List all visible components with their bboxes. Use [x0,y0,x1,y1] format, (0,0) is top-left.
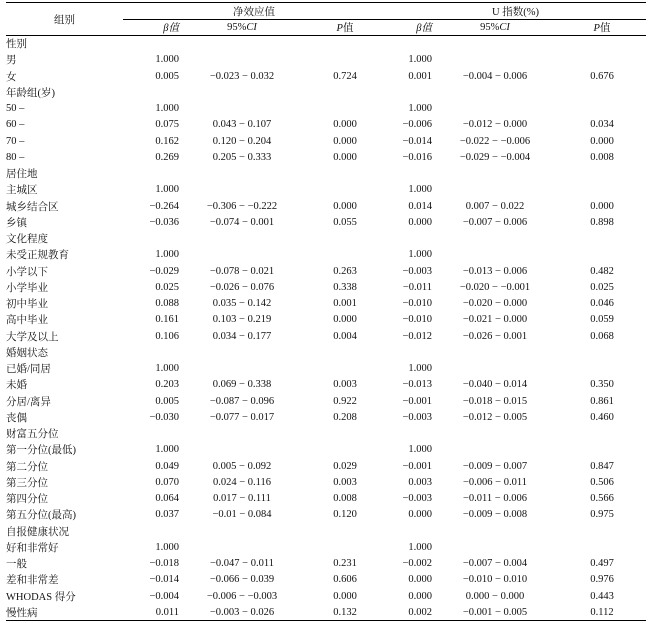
p-net-cell [305,426,385,442]
p-net-cell: 0.055 [333,216,357,228]
p-u-cell: 0.861 [590,395,614,407]
table-row [6,182,646,198]
p-u-cell [558,231,646,247]
p-u-cell [558,426,646,442]
beta-net-cell: 0.106 [155,330,179,342]
p-u-cell: 0.497 [590,558,614,570]
ci-u-cell: −0.018 − 0.015 [462,395,528,407]
beta-u-cell: 0.000 [408,216,432,228]
p-header-u: P值 [558,20,646,36]
beta-net-cell: 1.000 [155,249,179,261]
p-net-cell: 0.922 [333,395,357,407]
p-u-cell: 0.847 [590,460,614,472]
row-label: 初中毕业 [6,299,48,311]
beta-u-cell: −0.016 [402,151,432,163]
group-header: 组别 [6,3,123,36]
p-u-cell: 0.482 [590,265,614,277]
beta-u-cell [385,36,432,52]
p-u-cell [558,247,646,263]
beta-net-cell: 1.000 [155,363,179,375]
beta-net-cell: 0.005 [155,70,179,82]
p-u-cell: 0.566 [590,493,614,505]
beta-net-cell: −0.004 [149,590,179,602]
ci-net-cell [179,539,305,555]
row-label: 70 – [6,135,25,147]
beta-net-cell: −0.014 [149,574,179,586]
beta-u-cell: 1.000 [408,541,432,553]
ci-u-cell: −0.007 − 0.004 [462,558,528,570]
table-row [6,507,646,523]
table-row [6,442,646,458]
beta-u-cell: −0.014 [402,135,432,147]
row-label: 文化程度 [6,234,48,246]
beta-net-cell: 0.011 [123,604,179,620]
table-row [6,409,646,425]
row-label: 分居/离异 [6,396,51,408]
ci-u-cell [432,182,558,198]
category-row [6,426,646,442]
table-row [6,117,646,133]
ci-u-cell: −0.007 − 0.006 [462,216,528,228]
p-net-cell: 0.132 [305,604,385,620]
beta-u-cell: 1.000 [408,103,432,115]
ci-u-cell [432,101,558,117]
ci-net-cell [179,361,305,377]
ci-net-cell: 0.034 − 0.177 [212,330,272,342]
category-row [6,523,646,539]
beta-net-cell [123,166,179,182]
ci-net-cell: 0.043 − 0.107 [212,119,272,131]
ci-net-cell: 0.069 − 0.338 [212,379,272,391]
p-u-cell: 0.460 [590,411,614,423]
p-u-cell [558,182,646,198]
beta-net-cell [123,523,179,539]
beta-net-cell: 0.025 [155,281,179,293]
category-row [6,84,646,100]
beta-u-cell [385,166,432,182]
beta-net-cell: 0.075 [155,119,179,131]
ci-u-cell [432,442,558,458]
beta-u-cell: −0.006 [402,119,432,131]
beta-u-cell: −0.003 [402,493,432,505]
row-label: 财富五分位 [6,429,59,441]
ci-net-cell: 0.205 − 0.333 [212,151,272,163]
table-row [6,198,646,214]
ci-net-cell [179,36,305,52]
ci-net-cell: −0.047 − 0.011 [210,558,274,570]
ci-u-cell: −0.026 − 0.001 [462,330,528,342]
beta-u-cell: −0.012 [402,330,432,342]
category-row [6,231,646,247]
p-u-cell: 0.034 [590,119,614,131]
row-label: 60 – [6,119,25,131]
ci-u-cell: −0.013 − 0.006 [462,265,528,277]
ci-u-cell [432,84,558,100]
beta-u-cell: 0.000 [408,590,432,602]
beta-u-cell: 0.003 [408,476,432,488]
p-u-cell: 0.975 [590,509,614,521]
beta-net-cell: 0.005 [155,395,179,407]
ci-net-cell [179,84,305,100]
p-net-cell: 0.724 [333,70,357,82]
beta-u-cell: −0.001 [402,395,432,407]
ci-net-cell [179,101,305,117]
ci-net-cell: −0.006 − −0.003 [206,590,278,602]
table-row [6,458,646,474]
ci-u-cell: −0.021 − 0.000 [462,314,528,326]
p-net-cell: 0.004 [333,330,357,342]
table-row [6,247,646,263]
p-net-cell: 0.120 [333,509,357,521]
ci-net-cell: −0.01 − 0.084 [212,509,272,521]
ci-net-cell: 0.120 − 0.204 [212,135,272,147]
ci-u-cell: 0.007 − 0.022 [465,200,525,212]
p-u-cell [558,36,646,52]
table-row [6,296,646,312]
p-net-cell [305,166,385,182]
p-net-cell: 0.003 [333,476,357,488]
p-net-cell [305,231,385,247]
beta-net-cell: −0.030 [149,411,179,423]
ci-net-cell: 0.103 − 0.219 [212,314,272,326]
ci-net-cell: 0.017 − 0.111 [213,493,271,505]
ci-u-cell: 0.000 − 0.000 [465,590,525,602]
ci-net-cell: −0.066 − 0.039 [209,574,275,586]
beta-u-cell: 0.014 [408,200,432,212]
p-u-cell: 0.443 [590,590,614,602]
p-net-cell [305,344,385,360]
beta-u-cell [385,84,432,100]
beta-header-net: β值 [123,20,179,36]
ci-u-cell: −0.010 − 0.010 [462,574,528,586]
beta-u-cell: 1.000 [408,54,432,66]
beta-u-cell: 1.000 [408,363,432,375]
beta-header-u: β值 [385,20,432,36]
ci-net-cell [179,231,305,247]
beta-u-cell: −0.003 [402,411,432,423]
beta-net-cell: −0.029 [149,265,179,277]
row-label: 第二分位 [6,461,48,473]
category-row [6,166,646,182]
beta-u-cell [385,231,432,247]
row-label: WHODAS 得分 [6,591,76,603]
p-net-cell [305,36,385,52]
ci-net-cell [179,166,305,182]
p-net-cell [305,84,385,100]
p-net-cell [305,182,385,198]
table-row [6,393,646,409]
beta-net-cell: −0.018 [149,558,179,570]
ci-net-cell: −0.023 − 0.032 [209,70,275,82]
beta-u-cell: 0.002 [385,604,432,620]
beta-u-cell: 1.000 [408,249,432,261]
ci-net-cell: 0.024 − 0.116 [212,476,272,488]
row-label: 慢性病 [6,604,123,620]
table-row [6,101,646,117]
row-label: 婚姻状态 [6,347,48,359]
beta-net-cell: 1.000 [155,541,179,553]
ci-net-cell: 0.035 − 0.142 [212,298,272,310]
ci-u-cell: −0.012 − 0.005 [462,411,528,423]
p-net-cell [305,247,385,263]
regression-table [6,2,646,621]
p-net-cell: 0.000 [333,314,357,326]
p-net-cell [305,52,385,68]
beta-net-cell: 0.064 [155,493,179,505]
ci-net-cell: 0.005 − 0.092 [212,460,272,472]
row-label: 性别 [6,39,27,51]
row-label: 好和非常好 [6,542,59,554]
ci-u-cell: −0.040 − 0.014 [462,379,528,391]
ci-u-cell: −0.020 − −0.001 [459,281,531,293]
ci-header-u: 95%CI [432,20,558,36]
p-net-cell: 0.029 [333,460,357,472]
p-net-cell: 0.338 [333,281,357,293]
beta-u-cell [385,523,432,539]
beta-net-cell: 1.000 [155,184,179,196]
ci-net-cell [179,344,305,360]
ci-u-cell: −0.012 − 0.000 [462,119,528,131]
category-row [6,588,646,604]
ci-u-cell [432,52,558,68]
row-label: 小学毕业 [6,282,48,294]
row-label: 丧偶 [6,412,27,424]
row-label: 一般 [6,559,27,571]
row-label: 未婚 [6,380,27,392]
table-row [6,572,646,588]
row-label: 男 [6,55,17,67]
row-label: 自报健康状况 [6,526,69,538]
p-net-cell [305,361,385,377]
table-row [6,556,646,572]
ci-net-cell [179,247,305,263]
p-u-cell: 0.000 [590,200,614,212]
beta-u-cell: −0.010 [402,298,432,310]
beta-u-cell: 0.000 [408,509,432,521]
beta-u-cell [385,426,432,442]
ci-net-cell: −0.026 − 0.076 [209,281,275,293]
row-label: 大学及以上 [6,331,59,343]
ci-u-cell: −0.020 − 0.000 [462,298,528,310]
table-row [6,328,646,344]
table-row [6,214,646,230]
p-u-cell: 0.350 [590,379,614,391]
ci-net-cell: −0.087 − 0.096 [209,395,275,407]
p-u-cell [558,166,646,182]
ci-net-cell [179,426,305,442]
beta-u-cell: −0.011 [402,281,432,293]
row-label: 小学以下 [6,266,48,278]
beta-net-cell [123,426,179,442]
p-net-cell: 0.263 [333,265,357,277]
beta-u-cell: 1.000 [408,444,432,456]
p-u-cell: 0.068 [590,330,614,342]
p-u-cell [558,442,646,458]
ci-u-cell [432,36,558,52]
p-net-cell: 0.000 [333,151,357,163]
table-row [6,474,646,490]
category-row [6,344,646,360]
p-u-cell: 0.025 [590,281,614,293]
ci-u-cell: −0.004 − 0.006 [462,70,528,82]
p-net-cell [305,523,385,539]
row-label: 乡镇 [6,217,27,229]
ci-u-cell: −0.022 − −0.006 [459,135,531,147]
ci-u-cell [432,539,558,555]
p-net-cell: 0.231 [333,558,357,570]
p-u-cell: 0.008 [590,151,614,163]
beta-net-cell: 0.203 [155,379,179,391]
ci-net-cell: −0.078 − 0.021 [209,265,275,277]
ci-net-cell [179,523,305,539]
beta-net-cell [123,84,179,100]
ci-u-cell: −0.011 − 0.006 [463,493,527,505]
beta-net-cell: −0.036 [149,216,179,228]
p-u-cell: 0.506 [590,476,614,488]
beta-net-cell: 0.070 [155,476,179,488]
ci-u-cell: −0.009 − 0.007 [462,460,528,472]
p-u-cell [558,539,646,555]
ci-net-cell [179,442,305,458]
p-u-cell [558,101,646,117]
row-label: 居住地 [6,169,38,181]
p-net-cell: 0.000 [333,200,357,212]
ci-u-cell [432,426,558,442]
beta-net-cell: 0.269 [155,151,179,163]
row-label: 城乡结合区 [6,201,59,213]
p-u-cell [558,361,646,377]
beta-net-cell: 0.161 [155,314,179,326]
beta-u-cell: −0.002 [402,558,432,570]
p-net-cell: 0.001 [333,298,357,310]
table-row [6,361,646,377]
beta-u-cell: −0.013 [402,379,432,391]
p-net-cell: 0.000 [333,119,357,131]
p-net-cell [305,442,385,458]
ci-u-cell: −0.009 − 0.008 [462,509,528,521]
ci-u-cell [432,523,558,539]
category-row [6,36,646,52]
p-u-cell [558,84,646,100]
p-u-cell: 0.676 [590,70,614,82]
beta-net-cell [123,231,179,247]
row-label: 第四分位 [6,494,48,506]
table-body [6,36,646,621]
p-u-cell: 0.000 [590,135,614,147]
table-row [6,133,646,149]
net-effect-header: 净效应值 [123,3,385,20]
p-u-cell [558,344,646,360]
p-net-cell [305,539,385,555]
category-row [6,604,646,620]
row-label: 第三分位 [6,477,48,489]
row-label: 50 – [6,103,25,115]
p-u-cell: 0.059 [590,314,614,326]
p-net-cell [305,101,385,117]
row-label: 女 [6,71,17,83]
ci-u-cell [432,231,558,247]
table-row [6,491,646,507]
table-row [6,312,646,328]
table-row [6,263,646,279]
row-label: 第一分位(最低) [6,445,76,457]
beta-u-cell: −0.003 [402,265,432,277]
beta-net-cell [123,36,179,52]
p-u-cell [558,523,646,539]
row-label: 年龄组(岁) [6,87,55,99]
beta-net-cell: 1.000 [155,103,179,115]
beta-u-cell: −0.010 [402,314,432,326]
p-net-cell: 0.606 [333,574,357,586]
table-row [6,539,646,555]
row-label: 主城区 [6,185,38,197]
beta-u-cell: 1.000 [408,184,432,196]
ci-net-cell: −0.077 − 0.017 [209,411,275,423]
p-u-cell: 0.112 [558,604,646,620]
row-label: 高中毕业 [6,315,48,327]
row-label: 第五分位(最高) [6,510,76,522]
ci-u-cell [432,361,558,377]
p-u-cell: 0.046 [590,298,614,310]
ci-net-cell: −0.003 − 0.026 [179,604,305,620]
beta-u-cell: 0.001 [408,70,432,82]
p-u-cell [558,52,646,68]
ci-u-cell: −0.001 − 0.005 [432,604,558,620]
ci-net-cell [179,182,305,198]
ci-u-cell [432,166,558,182]
p-header-net: P值 [305,20,385,36]
beta-net-cell [123,344,179,360]
ci-u-cell [432,247,558,263]
row-label: 80 – [6,151,25,163]
table-row [6,279,646,295]
p-u-cell: 0.976 [590,574,614,586]
beta-net-cell: 0.037 [155,509,179,521]
row-label: 已婚/同居 [6,364,51,376]
ci-net-cell [179,52,305,68]
table-row [6,377,646,393]
ci-u-cell: −0.006 − 0.011 [463,476,527,488]
ci-net-cell: −0.306 − −0.222 [206,200,278,212]
p-net-cell: 0.208 [333,411,357,423]
beta-net-cell: 1.000 [155,444,179,456]
beta-net-cell: −0.264 [149,200,179,212]
ci-net-cell: −0.074 − 0.001 [209,216,275,228]
beta-net-cell: 0.088 [155,298,179,310]
row-label: 差和非常差 [6,575,59,587]
p-net-cell: 0.003 [333,379,357,391]
beta-net-cell: 0.162 [155,135,179,147]
beta-net-cell: 0.049 [155,460,179,472]
beta-u-cell [385,344,432,360]
beta-u-cell: −0.001 [402,460,432,472]
p-u-cell: 0.898 [590,216,614,228]
beta-net-cell: 1.000 [155,54,179,66]
p-net-cell: 0.000 [333,135,357,147]
p-net-cell: 0.008 [333,493,357,505]
table-row [6,68,646,84]
table-row [6,52,646,68]
p-net-cell: 0.000 [333,590,357,602]
ci-header-net: 95%CI [179,20,305,36]
ci-u-cell: −0.029 − −0.004 [459,151,531,163]
row-label: 未受正规教育 [6,250,69,262]
ci-u-cell [432,344,558,360]
beta-u-cell: 0.000 [408,574,432,586]
table-row [6,149,646,165]
u-index-header: U 指数(%) [385,3,646,20]
